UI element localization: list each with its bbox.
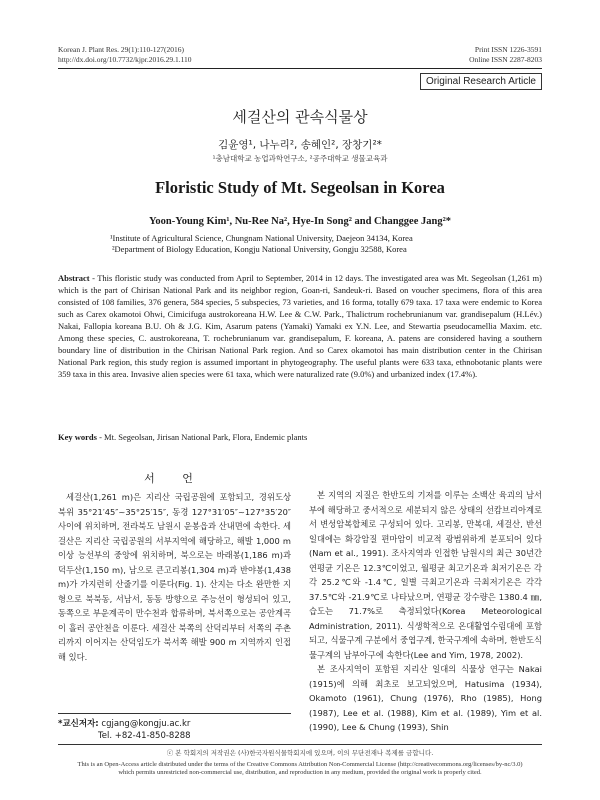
journal-header xyxy=(58,45,192,65)
abstract-text: - This floristic study was conducted from April to September, 2014 in 12 days. The investigated area was Mt. Segeolsan (1,261 m) which is the part of Chirisan National Park and its neighbor region, Goan-ri, Sandeuk-ri. Based on voucher specimens, flora of this area consisted of 108 families, 376 genera, 584 species, 5 subspecies, 73 varieties, and 16 forma, totally 679 taxa. 17 taxa were endemic to Korea such as Carex okamotoi Ohwi, Cimicifuga austrokoreana H.W. Lee & C.W. Park., Thalictrum rochebrunianum var. grandisepalum (H.Lév.) Nakai, Fallopia koreana B.U. Oh & J.G. Kim, Asarum patens (Yamaki) Yamaki ex Y.N. Lee, and Stewartia pseudocamellia Maxim. etc. Among these species, C. austrokoreana, T. rochebrunianum var. grandisepalum, F. koreana, A. patens are considered having a southern boundary line of distribution in the Chirisan National Park region. And so Carex okamotoi has main distribution center in the Chirisan National Park region, this study region is assumed important in phytogeography. The useful plants were 633 taxa, ethnobotanic plants were 359 taxa in this area. Invasive alien species were 61 taxa, which were naturalized rate (9.0%) and urbanized index (17.4%). xyxy=(58,273,542,379)
korean-title: 세걸산의 관속식물상 xyxy=(232,108,368,126)
correspondence-rule xyxy=(58,713,291,714)
print-issn: Print ISSN 1226-3591 xyxy=(474,45,542,54)
intro-paragraph-3: 본 조사지역이 포함된 지리산 일대의 식물상 연구는 Nakai (1915)에 의해 최초로 보고되었으며, Hatusima (1934), Okamoto (1961), Chung (1976), Rho (1985), Hong (1987), Lee et al. (1988), Kim et al. (1989), Yim et al. (1990), Lee & Chung (1993), Shin xyxy=(309,664,542,732)
korean-authors: 김윤영¹, 나누리², 송혜인², 장창기²* xyxy=(218,139,382,151)
copyright-notice: ⓒ 본 학회지의 저작권은 (사)한국자원식물학회지에 있으며, 이의 무단전재나 복제를 금합니다. xyxy=(166,749,434,757)
english-authors: Yoon-Young Kim¹, Nu-Ree Na², Hye-In Song² and Changgee Jang²* xyxy=(149,216,451,227)
keywords xyxy=(58,432,542,442)
correspondence xyxy=(58,718,191,742)
license-notice xyxy=(58,761,542,777)
abstract xyxy=(58,272,542,380)
intro-paragraph-1: 세걸산(1,261 m)은 지리산 국립공원에 포함되고, 경위도상 북위 35°21′45″~35°25′15″, 동경 127°31′05″~127°35′20″ 사이에 위치하며, 전라북도 남원시 운봉읍과 산내면에 속한다. 세걸산은 지리산 국립공원의 서부지역에 해당하고, 해발 1,000 m 이상 능선부의 중앙에 위치하며, 북으로는 바래봉(1,186 m)과 덕두산(1,150 m), 남으로 큰고리봉(1,304 m)과 반야봉(1,438 m)가 가지런히 산줄기를 이룬다(Fig. 1). 산지는 다소 완만한 지형으로 북북동, 서남서, 동동 방향으로 주능선이 형성되어 있고, 동쪽으로 부운계곡이 만수천과 합류하며, 북서쪽으로는 공안계곡이 흘러 공안천을 이룬다. 세걸산 북쪽의 산덕리부터 서쪽의 주촌리까지 이어지는 산덕임도가 북서쪽 해발 900 m 지역까지 인접해 있다. xyxy=(58,492,291,662)
affiliation-1: ¹Institute of Agricultural Science, Chungnam National University, Daejeon 34134, Korea xyxy=(110,233,413,243)
doi-link[interactable]: http://dx.doi.org/10.7732/kjpr.2016.29.1.110 xyxy=(58,55,192,64)
correspondence-label: *교신저자: xyxy=(58,719,99,729)
intro-paragraph-2: 본 지역의 지질은 한반도의 기저를 이루는 소백산 육괴의 남서부에 해당하고 중서적으로 세분되지 않은 상태의 선캄브리아계로서 변성암복합체로 구성되어 있다. 고리봉, 만복대, 세걸산, 반선 일대에는 화강암질 편마암이 비교적 광범위하게 분포되어 있다(Nam et al., 1991). 조사지역과 인접한 남원시의 최근 30년간 연평균 기온은 12.3℃이었고, 월평균 최고기온과 최저기온은 각각 25.2℃와 -1.4℃, 일별 극최고기온과 극최저기온은 각각 37.5℃와 -21.9℃로 나타났으며, 연평균 강수량은 1380.4 ㎜, 습도는 71.7%로 측정되었다(Korea Meteorological Administration, 2011). 식생학적으로 온대활엽수림대에 포함되고, 식물구계 구분에서 중엽구계, 한국구계에 속하며, 한반도식물구계의 남부아구에 속한다(Lee and Yim, 1978, 2002). xyxy=(309,490,542,660)
right-column xyxy=(309,488,542,735)
keywords-text: - Mt. Segeolsan, Jirisan National Park, Flora, Endemic plants xyxy=(96,432,308,442)
section-heading: 서 언 xyxy=(144,472,205,485)
korean-affiliation: ¹충남대학교 농업과학연구소, ²공주대학교 생물교육과 xyxy=(212,154,388,163)
correspondence-email[interactable]: cgjang@kongju.ac.kr xyxy=(101,719,191,729)
article-type-badge: Original Research Article xyxy=(420,73,542,90)
abstract-label: Abstract xyxy=(58,273,90,283)
keywords-label: Key words xyxy=(58,432,97,442)
online-issn: Online ISSN 2287-8203 xyxy=(469,55,542,64)
english-affiliations xyxy=(110,233,510,255)
license-line-1: This is an Open-Access article distributed under the terms of the Creative Commons Attribution Non-Commercial License (http://creativecommons.org/licenses/by-nc/3.0) xyxy=(77,761,523,768)
license-line-2: which permits unrestricted non-commercial use, distribution, and reproduction in any medium, provided the original work is properly cited. xyxy=(118,769,482,776)
footer-rule xyxy=(58,744,542,745)
correspondence-tel: Tel. +82-41-850-8288 xyxy=(98,731,191,741)
journal-citation: Korean J. Plant Res. 29(1):110-127(2016) xyxy=(58,45,184,54)
header-rule xyxy=(58,68,542,69)
affiliation-2: ²Department of Biology Education, Kongju National University, Gongju 32588, Korea xyxy=(112,244,407,254)
issn-block xyxy=(469,45,542,65)
english-title: Floristic Study of Mt. Segeolsan in Korea xyxy=(155,178,445,197)
left-column xyxy=(58,490,291,664)
